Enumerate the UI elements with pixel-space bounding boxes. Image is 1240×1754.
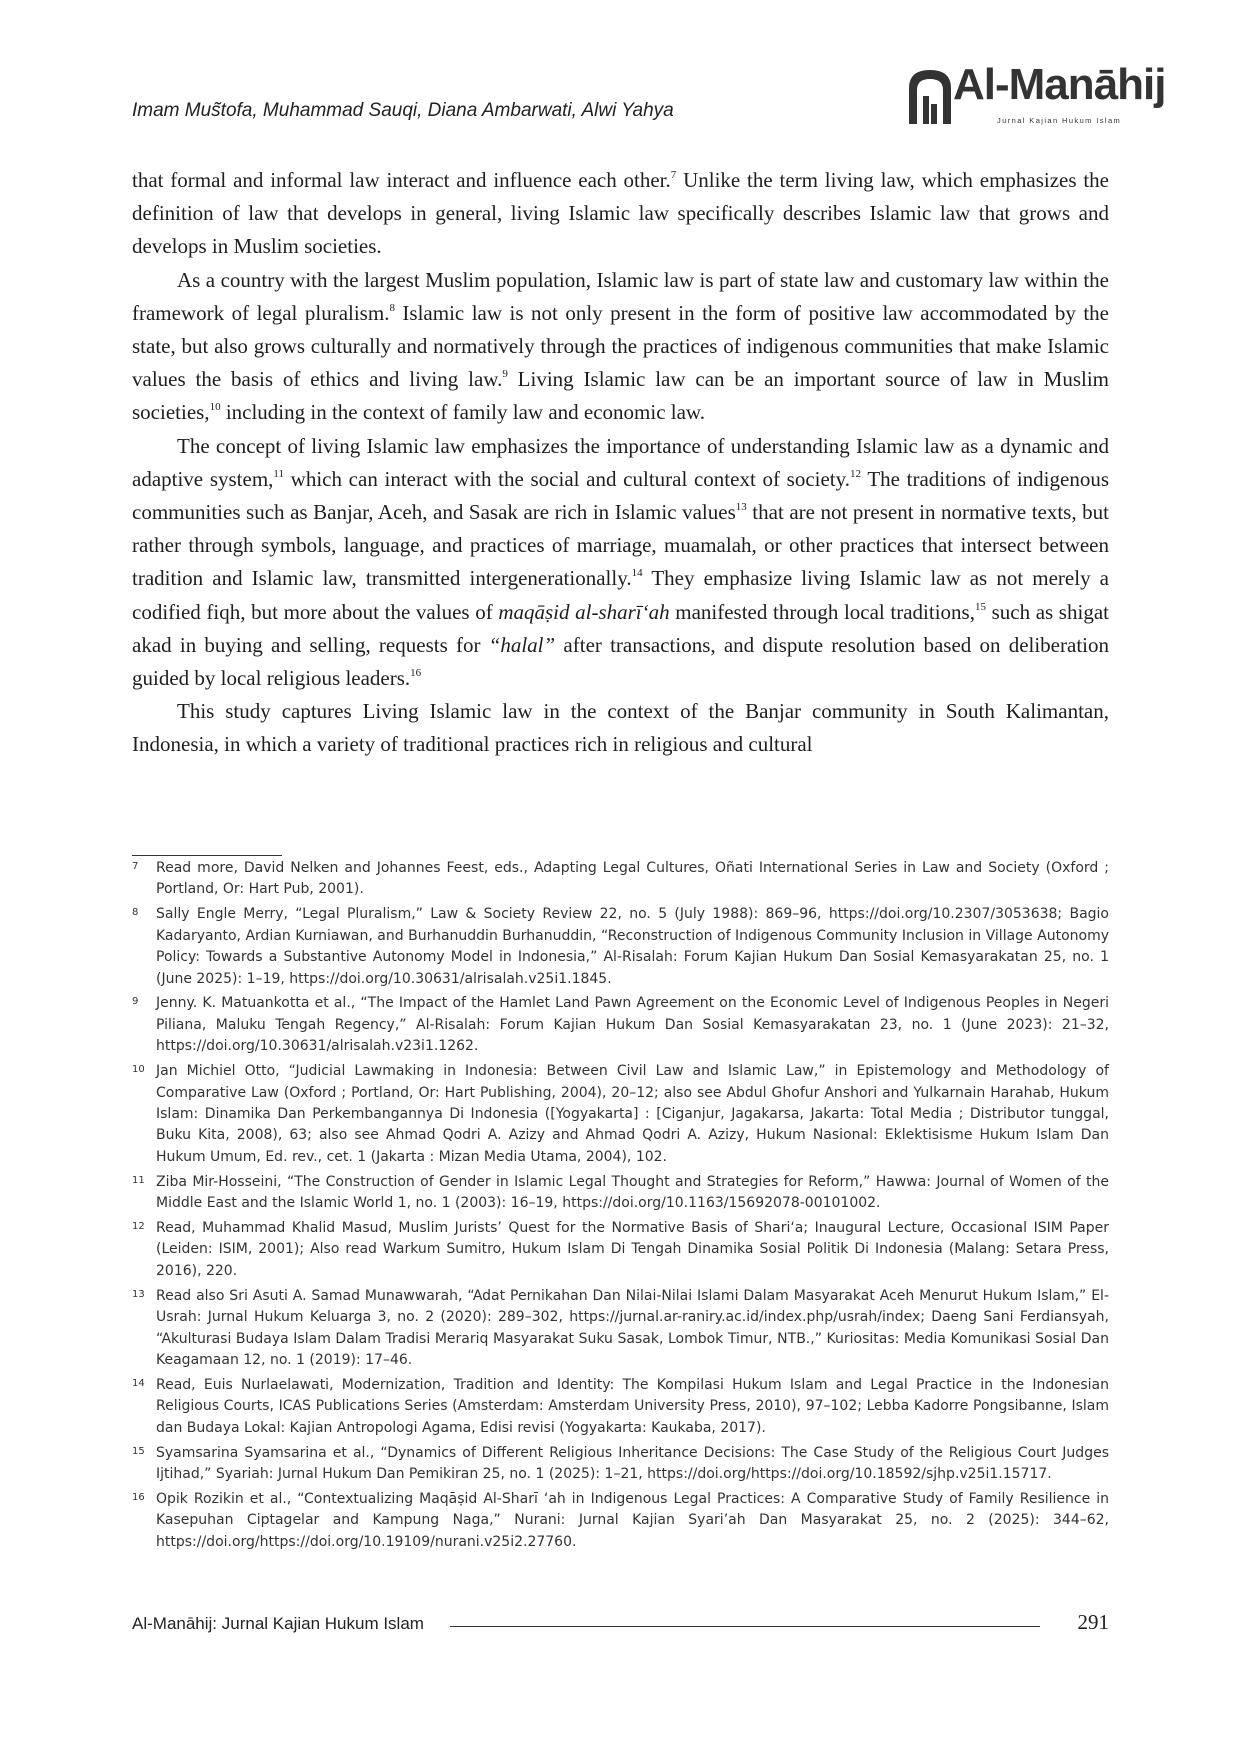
- footnote: 13 Read also Sri Asuti A. Samad Munawwarah, “Adat Pernikahan Dan Nilai-Nilai Islami Dalam Masyarakat Aceh Menurut Hukum Islam,” El-Usrah: Jurnal Hukum Keluarga 3, no. 2 (2020): 289–302, https://jurnal.ar-raniry.ac.id/index.php/usrah/index; Daeng Sani Ferdiansyah, “Akulturasi Budaya Islam Dalam Tradisi Merariq Masyarakat Suku Sasak, Lombok Timur, NTB.,” Kuriositas: Media Komunikasi Sosial Dan Keagamaan 12, no. 1 (2019): 17–46.: [132, 1287, 1109, 1368]
- paragraph: As a country with the largest Muslim population, Islamic law is part of state law and customary law within the framework of legal pluralism.$^8$ Islamic law is not only present in the form of positive law accommodated by the state, but also grows culturally and normatively through the practices of indigenous communities that make Islamic values the basis of ethics and living law.$^9$ Living Islamic law can be an important source of law in Muslim societies,$^{10}$ including in the context of family law and economic law.: [132, 267, 1109, 425]
- logo-subtitle: Jurnal Kajian Hukum Islam: [997, 116, 1122, 125]
- paragraph: This study captures Living Islamic law in the context of the Banjar community in South Kalimantan, Indonesia, in which a variety of traditional practices rich in religious and cultural: [132, 699, 1109, 757]
- footnote-ref: 12: [850, 467, 862, 480]
- footnote-ref: 10: [209, 401, 221, 414]
- footnotes: [132, 858, 1109, 1557]
- footnote: 15 Syamsarina Syamsarina et al., “Dynamics of Different Religious Inheritance Decisions: The Case Study of the Religious Court Judges Ijtihad,” Syariah: Jurnal Hukum Dan Pemikiran 25, no. 1 (2025): 1–21, https://doi.org/https://doi.org/10.18592/sjhp.v25i1.15717.: [132, 1444, 1109, 1482]
- paragraph: that formal and informal law interact and influence each other.$^7$ Unlike the term living law, which emphasizes the definition of law that develops in general, living Islamic law specifically describes Islamic law that grows and develops in Muslim societies.: [132, 168, 1109, 259]
- footer-rule: [450, 1626, 1040, 1627]
- footnote-ref: 8: [389, 301, 395, 314]
- footnote: 14 Read, Euis Nurlaelawati, Modernization, Tradition and Identity: The Kompilasi Hukum Islam and Legal Practice in the Indonesian Religious Courts, ICAS Publications Series (Amsterdam: Amsterdam University Press, 2010), 97–102; Lebba Kadorre Pongsibanne, Islam dan Budaya Lokal: Kajian Antropologi Agama, Edisi revisi (Yogyakarta: Kaukaba, 2017).: [132, 1376, 1109, 1436]
- journal-logo: [905, 60, 1166, 132]
- running-header-authors: Imam Mus͂tofa, Muhammad Sauqi, Diana Ambarwati, Alwi Yahya: [132, 100, 674, 121]
- footnote-ref: 15: [974, 600, 986, 613]
- footnote-ref: 7: [670, 169, 677, 181]
- footnote: 10 Jan Michiel Otto, “Judicial Lawmaking in Indonesia: Between Civil Law and Islamic Law,” in Epistemology and Methodology of Comparative Law (Oxford ; Portland, Or: Hart Publishing, 2004), 20–12; also see Abdul Ghofur Anshori and Yulkarnain Harahab, Hukum Islam: Dinamika Dan Perkembangannya Di Indonesia ([Yogyakarta] : [Ciganjur, Jagakarsa, Jakarta: Total Media ; Distributor tunggal, Buku Kita, 2008), 63; also see Ahmad Qodri A. Azizy and Ahmad Qodri A. Azizy, Hukum Nasional: Eklektisisme Hukum Islam Dan Hukum Umum, Ed. rev., cet. 1 (Jakarta : Mizan Media Utama, 2004), 102.: [132, 1063, 1109, 1165]
- mosque-arch-icon: [905, 66, 955, 124]
- footnote: 9 Jenny. K. Matuankotta et al., “The Impact of the Hamlet Land Pawn Agreement on the Economic Level of Indigenous Peoples in Negeri Piliana, Maluku Tengah Regency,” Al-Risalah: Forum Kajian Hukum Dan Sosial Kemasyarakatan 23, no. 1 (June 2023): 21–32, https://doi.org/10.30631/alrisalah.v23i1.1262.: [132, 995, 1109, 1055]
- logo-wordmark: Al-Manāhij: [953, 60, 1166, 109]
- page-number: 291: [1077, 1610, 1109, 1634]
- footnote: 8 Sally Engle Merry, “Legal Pluralism,” Law & Society Review 22, no. 5 (July 1988): 869–96, https://doi.org/10.2307/3053638; Bagio Kadaryanto, Ardian Kurniawan, and Burhanuddin Burhanuddin, “Reconstruction of Indigenous Community Inclusion in Village Autonomy Policy: Towards a Substantive Autonomy Model in Indonesia,” Al-Risalah: Forum Kajian Hukum Dan Sosial Kemasyarakatan 25, no. 1 (June 2025): 1–19, https://doi.org/10.30631/alrisalah.v25i1.1845.: [132, 906, 1109, 987]
- footnote-separator: [132, 855, 282, 856]
- footnote: 11 Ziba Mir-Hosseini, “The Construction of Gender in Islamic Legal Thought and Strategies for Reform,” Hawwa: Journal of Women of the Middle East and the Islamic World 1, no. 1 (2003): 16–19, https://doi.org/10.1163/15692078-00101002.: [132, 1173, 1109, 1212]
- footnote: 7 Read more, David Nelken and Johannes Feest, eds., Adapting Legal Cultures, Oñati International Series in Law and Society (Oxford ; Portland, Or: Hart Pub, 2001).: [132, 860, 1109, 898]
- main-text: [132, 164, 1109, 762]
- footnote: 12 Read, Muhammad Khalid Masud, Muslim Jurists’ Quest for the Normative Basis of Shari‘a; Inaugural Lecture, Occasional ISIM Paper (Leiden: ISIM, 2001); Also read Warkum Sumitro, Hukum Islam Di Tengah Dinamika Sosial Politik Di Indonesia (Malang: Setara Press, 2016), 220.: [132, 1220, 1109, 1279]
- footnote-ref: 13: [735, 501, 747, 514]
- page-footer: [132, 1612, 1109, 1640]
- footnote-ref: 16: [410, 667, 422, 680]
- footer-journal-title: Al-Manāhij: Jurnal Kajian Hukum Islam: [132, 1614, 424, 1633]
- footnote-ref: 14: [631, 567, 643, 580]
- footnote: 16 Opik Rozikin et al., “Contextualizing Maqāṣid Al-Sharī ‘ah in Indigenous Legal Practices: A Comparative Study of Family Resilience in Kasepuhan Ciptagelar and Kampung Naga,” Nurani: Jurnal Kajian Syari’ah Dan Masyarakat 25, no. 2 (2025): 344–62, https://doi.org/https://doi.org/10.19109/nurani.v25i2.27760.: [132, 1490, 1109, 1550]
- paragraph: The concept of living Islamic law emphasizes the importance of understanding Islamic law as a dynamic and adaptive system,$^{11}$ which can interact with the social and cultural context of society.$^{12}$ The traditions of indigenous communities such as Banjar, Aceh, and Sasak are rich in Islamic values$^{13}$ that are not present in normative texts, but rather through symbols, language, and practices of marriage, muamalah, or other practices that intersect between tradition and Islamic law, transmitted intergenerationally.$^{14}$ They emphasize living Islamic law as not merely a codified fiqh, but more about the values of maqāṣid al-sharī‘ah manifested through local traditions,$^{15}$ such as shigat akad in buying and selling, requests for “halal” after transactions, and dispute resolution based on deliberation guided by local religious leaders.$^{16}$: [132, 433, 1110, 691]
- footnote-ref: 11: [273, 467, 284, 480]
- footnote-ref: 9: [502, 368, 508, 381]
